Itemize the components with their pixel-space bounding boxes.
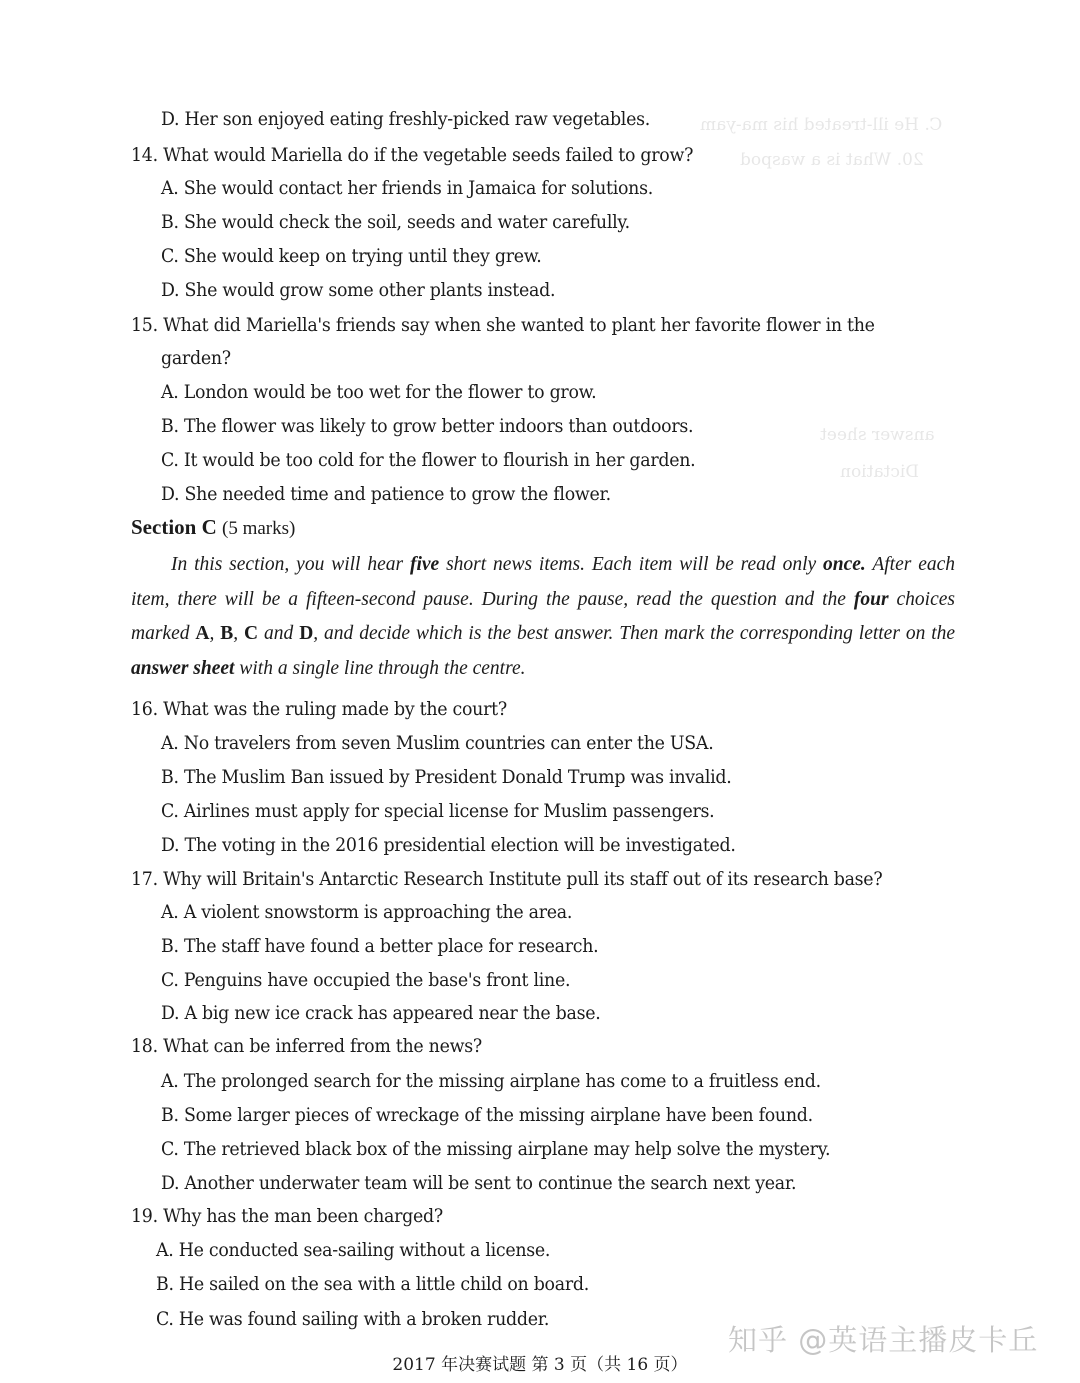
- option-19-a: A. He conducted sea-sailing without a license.: [156, 1240, 551, 1261]
- question-text: Why has the man been charged?: [163, 1206, 443, 1227]
- option-15-b: B. The flower was likely to grow better indoors than outdoors.: [161, 416, 694, 437]
- option-17-b: B. The staff have found a better place for research.: [161, 936, 599, 957]
- question-text: What was the ruling made by the court?: [163, 699, 507, 720]
- bleed-through-text: Dictation: [840, 462, 920, 482]
- option-17-a: A. A violent snowstorm is approaching the area.: [161, 902, 573, 923]
- question-19: [131, 1205, 443, 1229]
- option-16-b: B. The Muslim Ban issued by President Donald Trump was invalid.: [161, 767, 732, 788]
- question-14: [131, 144, 693, 168]
- option-18-a: A. The prolonged search for the missing airplane has come to a fruitless end.: [161, 1071, 821, 1092]
- option-15-d: D. She needed time and patience to grow the flower.: [161, 484, 611, 505]
- question-15: [131, 314, 875, 338]
- section-heading: [131, 514, 295, 542]
- bleed-through-text: C. He ill-treated his ma-yam: [700, 115, 943, 135]
- option-14-d: D. She would grow some other plants instead.: [161, 280, 556, 301]
- section-instructions: In this section, you will hear five short news items. Each item will be read only once. After each item, there will be a fifteen-second pause. During the pause, read the question and the four choices marked A, B, C and D, and decide which is the best answer. Then mark the corresponding letter on the answer sheet with a single line through the centre.: [131, 554, 956, 679]
- question-text: What would Mariella do if the vegetable seeds failed to grow?: [163, 145, 694, 166]
- option-16-a: A. No travelers from seven Muslim countries can enter the USA.: [161, 733, 714, 754]
- question-text: What did Mariella's friends say when she wanted to plant her favorite flower in the: [163, 315, 875, 336]
- question-16: [131, 698, 507, 722]
- option-15-c: C. It would be too cold for the flower to flourish in her garden.: [161, 450, 696, 471]
- option-13-d: D. Her son enjoyed eating freshly-picked raw vegetables.: [161, 109, 650, 130]
- question-number: 16.: [131, 699, 158, 720]
- question-number: 15.: [131, 315, 158, 336]
- option-16-c: C. Airlines must apply for special license for Muslim passengers.: [161, 801, 715, 822]
- option-17-d: D. A big new ice crack has appeared near the base.: [161, 1003, 601, 1024]
- option-14-a: A. She would contact her friends in Jamaica for solutions.: [161, 178, 653, 199]
- question-17: [131, 868, 882, 892]
- page-footer: 2017 年决赛试题 第 3 页（共 16 页）: [392, 1355, 688, 1375]
- question-number: 14.: [131, 145, 158, 166]
- question-text: Why will Britain's Antarctic Research Institute pull its staff out of its research base?: [163, 869, 883, 890]
- bleed-through-text: answer sheet: [820, 425, 935, 445]
- question-number: 18.: [131, 1036, 158, 1057]
- option-14-c: C. She would keep on trying until they grew.: [161, 246, 542, 267]
- section-title: Section C: [131, 515, 217, 539]
- option-14-b: B. She would check the soil, seeds and water carefully.: [161, 212, 630, 233]
- option-15-a: A. London would be too wet for the flower to grow.: [161, 382, 597, 403]
- option-19-b: B. He sailed on the sea with a little child on board.: [156, 1274, 589, 1295]
- option-18-c: C. The retrieved black box of the missing airplane may help solve the mystery.: [161, 1139, 831, 1160]
- option-17-c: C. Penguins have occupied the base's front line.: [161, 970, 571, 991]
- question-text: What can be inferred from the news?: [163, 1036, 482, 1057]
- question-number: 17.: [131, 869, 158, 890]
- option-18-d: D. Another underwater team will be sent to continue the search next year.: [161, 1173, 797, 1194]
- option-19-c: C. He was found sailing with a broken rudder.: [156, 1309, 550, 1330]
- zhihu-watermark: 知乎 @英语主播皮卡丘: [728, 1323, 1039, 1357]
- question-18: [131, 1035, 482, 1059]
- bleed-through-text: 20. What is a waspod: [740, 150, 924, 170]
- option-16-d: D. The voting in the 2016 presidential election will be investigated.: [161, 835, 736, 856]
- option-18-b: B. Some larger pieces of wreckage of the missing airplane have been found.: [161, 1105, 813, 1126]
- section-marks: (5 marks): [222, 518, 296, 539]
- question-number: 19.: [131, 1206, 158, 1227]
- question-15-continuation: garden?: [161, 348, 231, 369]
